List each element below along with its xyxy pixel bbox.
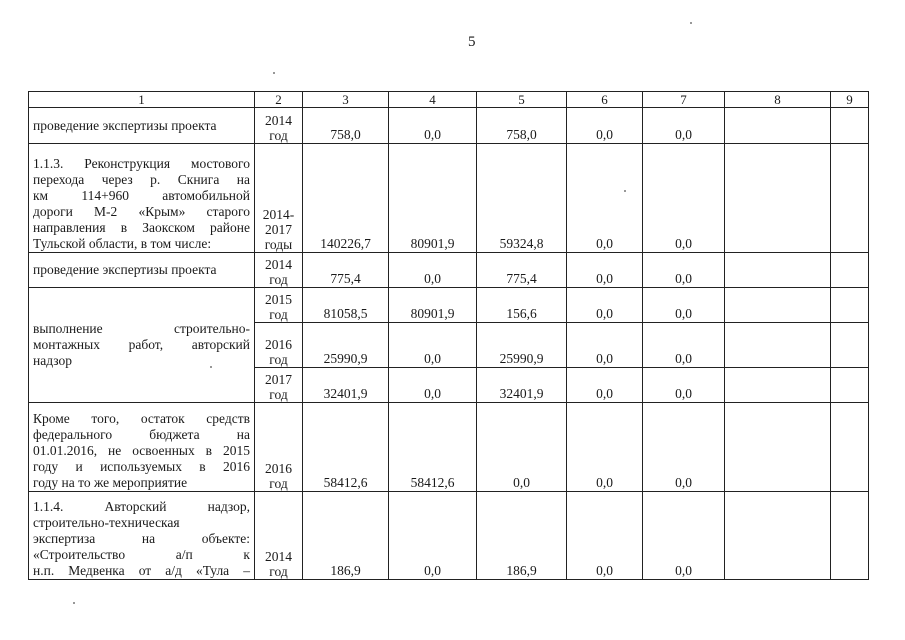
row-description [29,492,255,580]
row-description [29,288,255,403]
value-cell: 186,9 [303,492,389,580]
empty-cell [725,144,831,253]
year-line: год [269,128,288,143]
value-cell: 140226,7 [303,144,389,253]
value-cell: 0,0 [643,368,725,403]
year-line: 2014 [265,549,292,564]
desc-line: 1.1.3. Реконструкция мостового [33,156,250,171]
year-line: 2016 [265,461,292,476]
table-header-row [29,92,869,108]
value-cell: 32401,9 [303,368,389,403]
value-cell: 0,0 [643,492,725,580]
table-row [29,403,869,492]
desc-line: дороги М-2 «Крым» старого [33,204,250,219]
column-header: 5 [477,92,567,108]
table-row [29,144,869,253]
value-cell: 81058,5 [303,288,389,323]
year-line: 2014 [265,113,292,128]
value-cell: 0,0 [477,403,567,492]
value-cell: 0,0 [389,323,477,368]
row-year [255,288,303,323]
desc-line: строительно-техническая [33,515,180,530]
row-year [255,403,303,492]
year-line: год [269,476,288,491]
value-cell: 0,0 [389,253,477,288]
year-line: годы [264,237,293,252]
desc-line: федерального бюджета на [33,427,250,442]
empty-cell [831,108,869,144]
scan-speck [273,72,275,74]
column-header: 3 [303,92,389,108]
value-cell: 58412,6 [389,403,477,492]
year-line: 2017 [265,372,292,387]
value-cell: 156,6 [477,288,567,323]
empty-cell [831,403,869,492]
empty-cell [725,403,831,492]
table-row [29,108,869,144]
empty-cell [725,492,831,580]
desc-line: монтажных работ, авторский [33,337,250,352]
table-row [29,253,869,288]
column-header: 9 [831,92,869,108]
value-cell: 0,0 [643,323,725,368]
scan-speck [210,366,212,368]
desc-line: надзор [33,353,73,368]
year-line: 2014 [265,257,292,272]
value-cell: 0,0 [643,108,725,144]
year-line: год [269,272,288,287]
column-header: 8 [725,92,831,108]
column-header: 7 [643,92,725,108]
budget-table [28,91,869,580]
scan-speck [73,602,75,604]
column-header: 2 [255,92,303,108]
value-cell: 186,9 [477,492,567,580]
value-cell: 0,0 [567,108,643,144]
value-cell: 25990,9 [303,323,389,368]
empty-cell [725,368,831,403]
row-year [255,492,303,580]
value-cell: 0,0 [389,108,477,144]
value-cell: 0,0 [567,288,643,323]
row-description: проведение экспертизы проекта [29,108,255,144]
desc-line: году на то же мероприятие [33,475,188,490]
value-cell: 0,0 [643,403,725,492]
value-cell: 25990,9 [477,323,567,368]
empty-cell [725,253,831,288]
year-line: 2016 [265,337,292,352]
table-row [29,288,869,323]
value-cell: 0,0 [643,288,725,323]
row-year [255,144,303,253]
value-cell: 0,0 [567,144,643,253]
row-year [255,253,303,288]
desc-line: году и используемых в 2016 [33,459,250,474]
year-line: год [269,387,288,402]
empty-cell [725,323,831,368]
scan-speck [624,190,626,192]
value-cell: 0,0 [567,253,643,288]
row-year [255,368,303,403]
value-cell: 0,0 [643,144,725,253]
column-header: 4 [389,92,477,108]
row-year [255,323,303,368]
value-cell: 0,0 [643,253,725,288]
value-cell: 775,4 [303,253,389,288]
value-cell: 775,4 [477,253,567,288]
desc-line: Тульской области, в том числе: [33,236,212,251]
desc-line: «Строительство а/п к [33,547,250,562]
value-cell: 758,0 [477,108,567,144]
empty-cell [831,288,869,323]
desc-line: экспертиза на объекте: [33,531,250,546]
desc-line: 1.1.4. Авторский надзор, [33,499,250,514]
value-cell: 58412,6 [303,403,389,492]
empty-cell [831,492,869,580]
value-cell: 0,0 [567,323,643,368]
page-number: 5 [468,34,476,50]
value-cell: 32401,9 [477,368,567,403]
empty-cell [831,323,869,368]
empty-cell [831,253,869,288]
value-cell: 0,0 [567,403,643,492]
year-line: 2015 [265,292,292,307]
empty-cell [725,108,831,144]
year-line: год [269,564,288,579]
scan-speck [690,22,692,24]
year-line: год [269,352,288,367]
year-line: 2017 [265,222,292,237]
row-description [29,403,255,492]
empty-cell [725,288,831,323]
empty-cell [831,144,869,253]
row-year [255,108,303,144]
table-row [29,492,869,580]
value-cell: 0,0 [389,492,477,580]
desc-line: н.п. Медвенка от а/д «Тула – [33,563,250,578]
row-description: проведение экспертизы проекта [29,253,255,288]
value-cell: 0,0 [389,368,477,403]
empty-cell [831,368,869,403]
column-header: 6 [567,92,643,108]
desc-line: перехода через р. Скнига на [33,172,250,187]
value-cell: 80901,9 [389,144,477,253]
year-line: год [269,307,288,322]
row-description [29,144,255,253]
value-cell: 0,0 [567,492,643,580]
value-cell: 758,0 [303,108,389,144]
desc-line: выполнение строительно- [33,321,250,336]
value-cell: 0,0 [567,368,643,403]
year-line: 2014- [262,207,295,222]
desc-line: направления в Заокском районе [33,220,250,235]
value-cell: 59324,8 [477,144,567,253]
column-header: 1 [29,92,255,108]
desc-line: км 114+960 автомобильной [33,188,250,203]
desc-line: Кроме того, остаток средств [33,411,250,426]
value-cell: 80901,9 [389,288,477,323]
desc-line: 01.01.2016, не освоенных в 2015 [33,443,250,458]
